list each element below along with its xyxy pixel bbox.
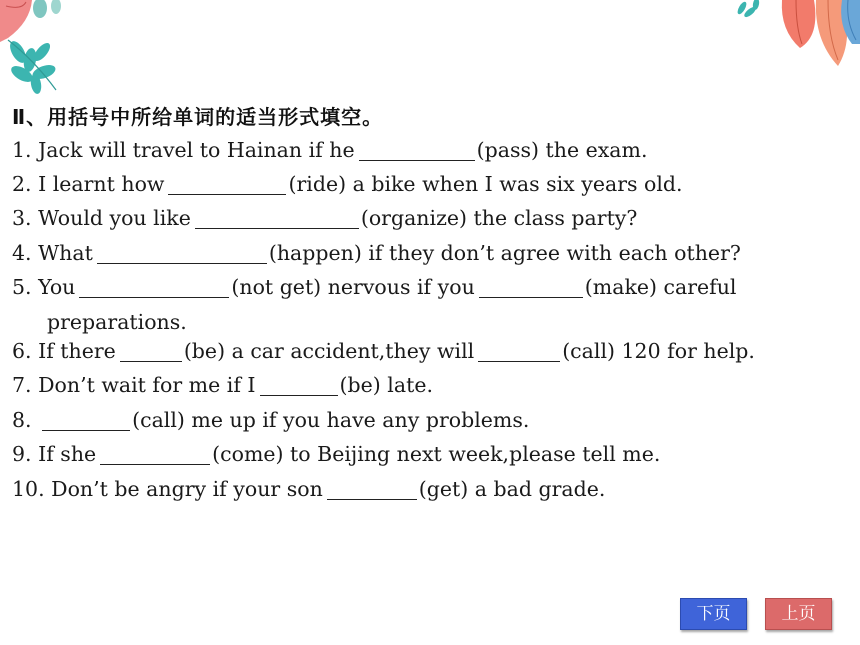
question-number: 9. xyxy=(12,442,32,466)
question-4 xyxy=(12,239,741,267)
question-text: (make) careful xyxy=(584,275,737,299)
answer-blank[interactable] xyxy=(42,410,130,431)
question-number: 7. xyxy=(12,373,32,397)
leaf-decoration-right xyxy=(730,0,860,75)
question-number: 10. xyxy=(12,477,45,501)
question-text: (get) a bad grade. xyxy=(418,477,606,501)
question-text: If there xyxy=(38,339,116,363)
question-text: (not get) nervous if you xyxy=(231,275,475,299)
question-5-continuation: preparations. xyxy=(47,310,187,334)
answer-blank[interactable] xyxy=(359,140,475,161)
question-number: 1. xyxy=(12,138,32,162)
question-3 xyxy=(12,204,637,232)
question-text: (be) a car accident,they will xyxy=(183,339,475,363)
question-text: I learnt how xyxy=(38,172,165,196)
answer-blank[interactable] xyxy=(327,479,417,500)
question-number: 3. xyxy=(12,206,32,230)
question-number: 6. xyxy=(12,339,32,363)
question-10 xyxy=(12,475,605,503)
question-text: (happen) if they don’t agree with each other? xyxy=(268,241,741,265)
question-text: (be) late. xyxy=(339,373,433,397)
answer-blank[interactable] xyxy=(97,243,267,264)
answer-blank[interactable] xyxy=(479,277,583,298)
answer-blank[interactable] xyxy=(195,208,359,229)
next-page-button[interactable]: 下页 xyxy=(680,598,747,630)
question-text: What xyxy=(38,241,93,265)
question-text: (ride) a bike when I was six years old. xyxy=(288,172,683,196)
answer-blank[interactable] xyxy=(120,341,182,362)
answer-blank[interactable] xyxy=(79,277,229,298)
question-text: (call) me up if you have any problems. xyxy=(132,408,530,432)
question-text: Don’t wait for me if I xyxy=(38,373,256,397)
question-2 xyxy=(12,170,683,198)
question-number: 4. xyxy=(12,241,32,265)
question-9 xyxy=(12,440,660,468)
question-text: (pass) the exam. xyxy=(476,138,648,162)
question-8 xyxy=(12,406,529,434)
question-text: Would you like xyxy=(38,206,191,230)
question-text: You xyxy=(38,275,76,299)
question-text: (call) 120 for help. xyxy=(562,339,755,363)
question-text: If she xyxy=(38,442,97,466)
question-5 xyxy=(12,273,737,301)
question-text: (organize) the class party? xyxy=(360,206,638,230)
question-7 xyxy=(12,371,433,399)
question-number: 2. xyxy=(12,172,32,196)
question-number: 5. xyxy=(12,275,32,299)
question-text: (come) to Beijing next week,please tell me. xyxy=(212,442,661,466)
question-text: Jack will travel to Hainan if he xyxy=(38,138,355,162)
answer-blank[interactable] xyxy=(100,444,210,465)
answer-blank[interactable] xyxy=(260,375,338,396)
leaf-decoration-left xyxy=(0,0,90,95)
answer-blank[interactable] xyxy=(478,341,560,362)
question-text: Don’t be angry if your son xyxy=(51,477,323,501)
answer-blank[interactable] xyxy=(168,174,286,195)
question-1 xyxy=(12,136,647,164)
exercise-heading: Ⅱ、用括号中所给单词的适当形式填空。 xyxy=(12,105,384,129)
question-6 xyxy=(12,337,755,365)
previous-page-button[interactable]: 上页 xyxy=(765,598,832,630)
question-number: 8. xyxy=(12,408,32,432)
